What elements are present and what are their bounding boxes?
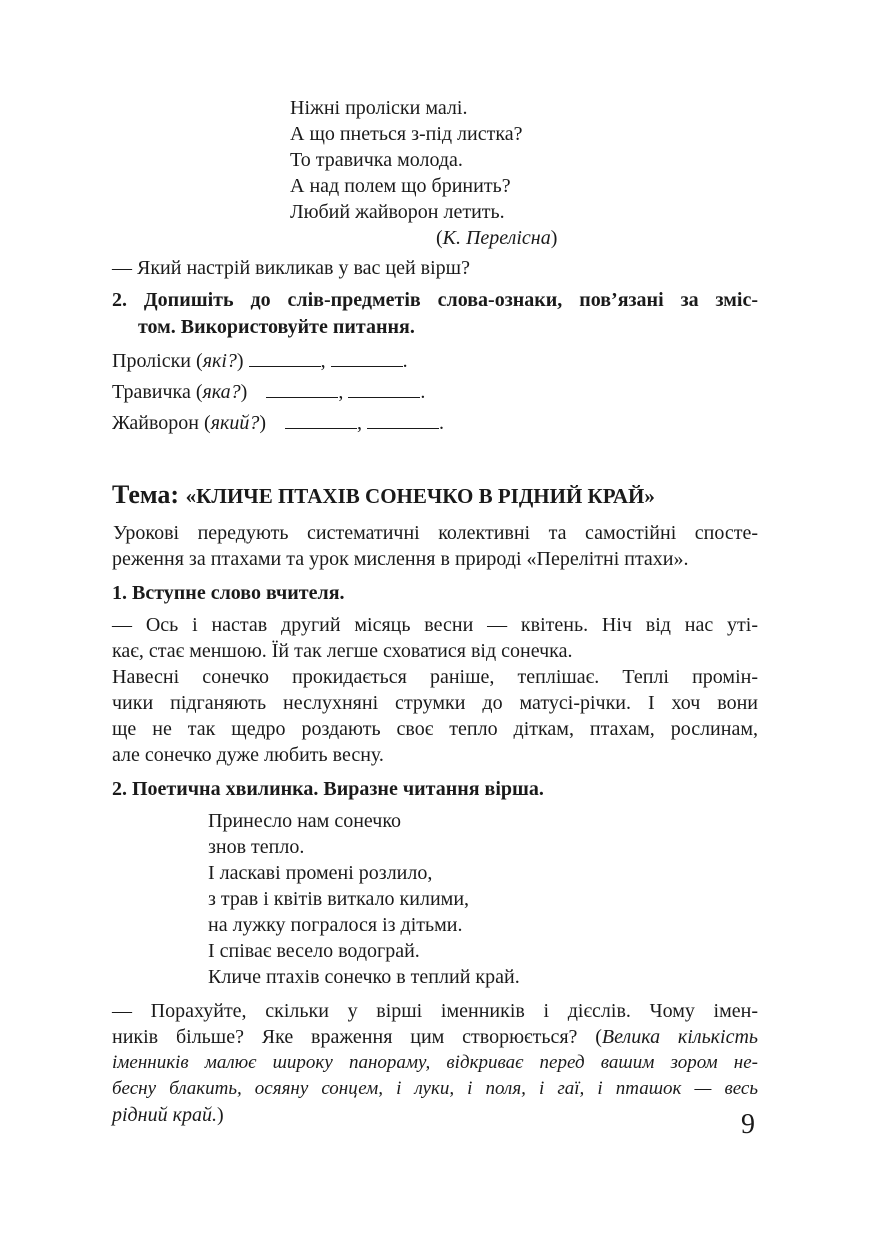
- poem-line: з трав і квітів виткало килими,: [208, 888, 470, 910]
- poem-sonechko: [112, 808, 758, 990]
- section-2-heading: 2. Поетична хвилинка. Виразне читання вірша.: [112, 778, 544, 800]
- poem-line: на лужку погралося із дітьми.: [208, 914, 463, 936]
- fill-row: Травичка (яка?) , .: [112, 381, 426, 403]
- task-2-heading: 2. Допишіть до слів-предметів слова-ознаки, пов’язані за зміс- том. Використовуйте питання.: [112, 289, 758, 338]
- topic-heading: Тема: «КЛИЧЕ ПТАХІВ СОНЕЧКО В РІДНИЙ КРАЙ»: [112, 480, 655, 509]
- poem-line: Любий жайворон летить.: [290, 201, 505, 223]
- poem-line: Кличе птахів сонечко в теплий край.: [208, 966, 520, 988]
- poem-line: То травичка молода.: [290, 149, 463, 171]
- answer-blank[interactable]: [266, 379, 338, 398]
- fill-row: Проліски (які?) , .: [112, 350, 408, 372]
- fill-in-exercise: [112, 346, 758, 439]
- section-2-question: — Порахуйте, скільки у вірші іменників і дієслів. Чому імен- ників більше? Яке враження цим створюється? (Велика кількість іменників малює широку панораму, відкриває перед вашим зором не- бесну блакить, осяяну сонцем, і луки, і поля, і гаї, і пташок — весь рідний край.): [112, 1000, 759, 1126]
- answer-blank[interactable]: [348, 379, 420, 398]
- poem-line: А над полем що бринить?: [290, 175, 511, 197]
- answer-blank[interactable]: [367, 410, 439, 429]
- poem-line: А що пнеться з-під листка?: [290, 123, 523, 145]
- answer-blank[interactable]: [249, 348, 321, 367]
- section-1-heading: 1. Вступне слово вчителя.: [112, 582, 345, 604]
- fill-row: Жайворон (який?) , .: [112, 412, 445, 434]
- poem-line: І співає весело водограй.: [208, 940, 420, 962]
- poem-perelisna: [112, 95, 758, 251]
- page-number: 9: [741, 1109, 755, 1140]
- section-1-body: — Ось і настав другий місяць весни — квітень. Ніч від нас уті- кає, стає меншою. Їй так легше сховатися від сонечка. Навесні сонечко прокидається раніше, теплішає. Теплі промін- чики підганяють неслухняні струмки до матусі-річки. І хоч вони ще не так щедро роздають своє тепло діткам, птахам, рослинам, але сонечко дуже любить весну.: [112, 614, 758, 766]
- page-content: [112, 95, 758, 1128]
- poem-line: Ніжні проліски малі.: [290, 97, 468, 119]
- intro-paragraph: Урокові передують систематичні колективні та самостійні спосте- реження за птахами та урок мислення в природі «Перелітні птахи».: [112, 522, 758, 570]
- poem-line: знов тепло.: [208, 836, 305, 858]
- poem-line: Принесло нам сонечко: [208, 810, 402, 832]
- poem-line: І ласкаві промені розлило,: [208, 862, 433, 884]
- answer-blank[interactable]: [285, 410, 357, 429]
- poem-author: (К. Перелісна): [436, 227, 558, 249]
- question-mood: — Який настрій викликав у вас цей вірш?: [112, 257, 470, 279]
- answer-blank[interactable]: [331, 348, 403, 367]
